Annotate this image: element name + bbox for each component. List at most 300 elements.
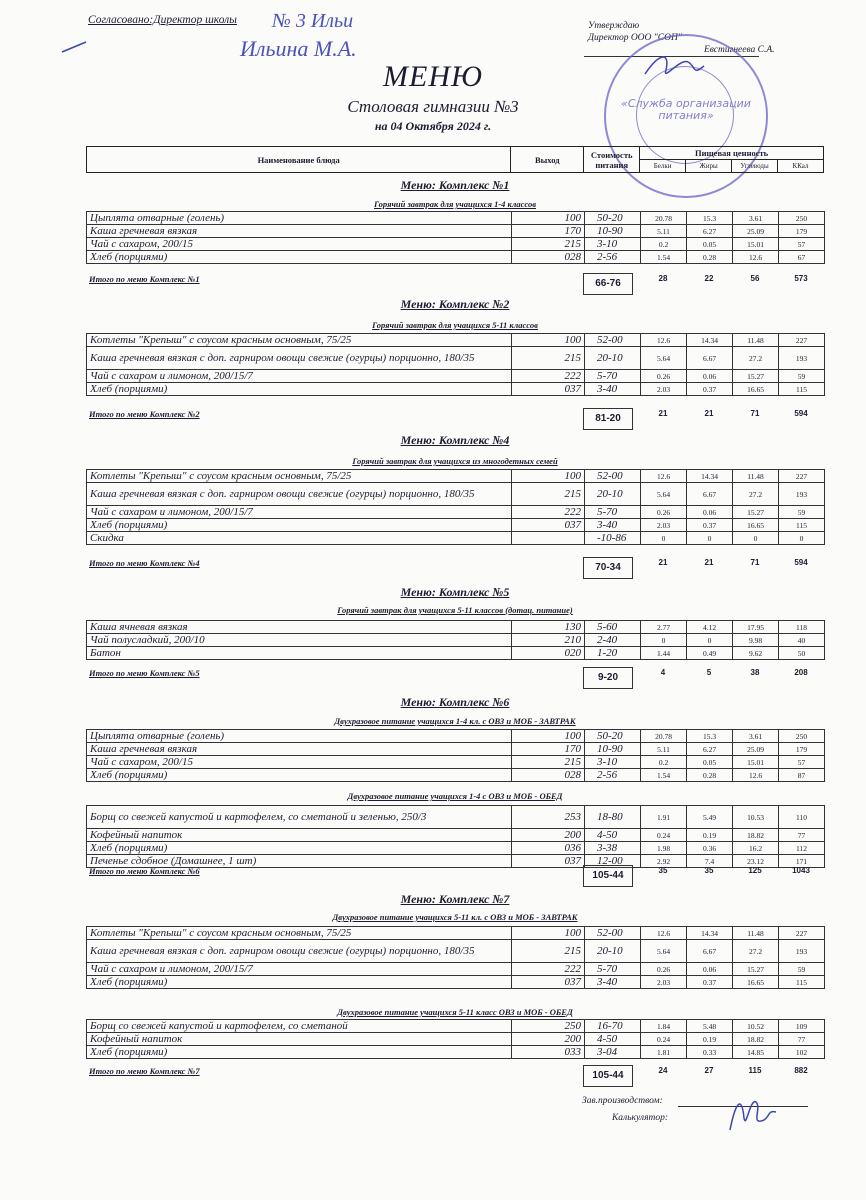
dish-kcal: 193: [779, 347, 825, 370]
dish-fat: 0.33: [687, 1046, 733, 1059]
dish-cost: 3-10: [585, 238, 641, 251]
col-carbs: Углеводы: [732, 160, 778, 173]
section-subtitle: Горячий завтрак для учащихся 5-11 классов (дотац. питание): [337, 605, 573, 615]
dish-fat: 0: [687, 634, 733, 647]
dish-cost: 4-50: [585, 1033, 641, 1046]
dish-carbs: 18.82: [733, 1033, 779, 1046]
table-row: [87, 1046, 825, 1059]
col-nutrition: Пищевая ценность: [640, 147, 824, 160]
dish-cost: 52-00: [585, 470, 641, 483]
table-row: [87, 1020, 825, 1033]
dish-name: Хлеб (порциями): [87, 251, 512, 264]
dish-fat: 0.05: [687, 238, 733, 251]
dish-carbs: 25.09: [733, 225, 779, 238]
column-header: [86, 146, 824, 173]
col-fat: Жиры: [686, 160, 732, 173]
total-cost: 81-20: [583, 408, 633, 430]
dish-carbs: 27.2: [733, 483, 779, 506]
menu-table: [86, 469, 825, 545]
dish-name: Печенье сдобное (Домашнее, 1 шт): [87, 855, 512, 868]
dish-carbs: 15.27: [733, 370, 779, 383]
dish-cost: 50-20: [585, 730, 641, 743]
total-u: 71: [750, 409, 760, 418]
dish-output: 036: [512, 842, 585, 855]
dish-protein: 0: [641, 634, 687, 647]
dish-name: Каша гречневая вязкая с доп. гарниром овощи свежие (огурцы) порционно, 180/35: [87, 940, 512, 963]
dish-fat: 0.28: [687, 251, 733, 264]
dish-cost: 52-00: [585, 334, 641, 347]
menu-table: [86, 926, 825, 989]
dish-carbs: 15.27: [733, 963, 779, 976]
dish-name: Хлеб (порциями): [87, 976, 512, 989]
total-label: Итого по меню Комплекс №6: [89, 866, 200, 876]
table-row: [87, 963, 825, 976]
dish-protein: 0.26: [641, 963, 687, 976]
dish-fat: 15.3: [687, 730, 733, 743]
dish-cost: 20-10: [585, 483, 641, 506]
dish-fat: 0: [687, 532, 733, 545]
dish-carbs: 3.61: [733, 730, 779, 743]
dish-output: 100: [512, 730, 585, 743]
handwritten-number: № 3 Ильи: [272, 10, 354, 32]
dish-fat: 0.05: [687, 756, 733, 769]
dish-output: 130: [512, 621, 585, 634]
dish-output: 215: [512, 756, 585, 769]
total-k: 573: [794, 274, 808, 283]
table-row: [87, 225, 825, 238]
dish-carbs: 0: [733, 532, 779, 545]
total-b: 24: [658, 1066, 668, 1075]
dish-name: Цыплята отварные (голень): [87, 730, 512, 743]
dish-name: Кофейный напиток: [87, 829, 512, 842]
table-row: [87, 238, 825, 251]
dish-output: 215: [512, 347, 585, 370]
dish-name: Цыплята отварные (голень): [87, 212, 512, 225]
dish-kcal: 57: [779, 238, 825, 251]
dish-protein: 0: [641, 532, 687, 545]
dish-kcal: 179: [779, 225, 825, 238]
dish-name: Борщ со свежей капустой и картофелем, со сметаной: [87, 1020, 512, 1033]
total-row: [86, 274, 824, 294]
total-cost: 105-44: [583, 1065, 633, 1087]
table-row: [87, 927, 825, 940]
dish-name: Хлеб (порциями): [87, 383, 512, 396]
table-row: [87, 519, 825, 532]
section-title: Меню: Комплекс №4: [400, 433, 510, 447]
dish-protein: 5.11: [641, 225, 687, 238]
production-label: Зав.производством:: [582, 1096, 663, 1106]
dish-name: Кофейный напиток: [87, 1033, 512, 1046]
dish-output: 200: [512, 829, 585, 842]
dish-output: [512, 532, 585, 545]
stamp-text: «Служба организации питания»: [621, 97, 751, 122]
total-row: [86, 668, 824, 688]
table-row: [87, 940, 825, 963]
dish-name: Чай с сахаром и лимоном, 200/15/7: [87, 963, 512, 976]
dish-carbs: 17.95: [733, 621, 779, 634]
dish-protein: 5.64: [641, 483, 687, 506]
calculator-label: Калькулятор:: [612, 1113, 669, 1123]
menu-table: [86, 620, 825, 660]
section-subtitle-2: Двухразовое питание учащихся 1-4 с ОВЗ и МОБ - ОБЕД: [347, 791, 563, 801]
dish-output: 210: [512, 634, 585, 647]
dish-fat: 0.19: [687, 829, 733, 842]
dish-carbs: 16.65: [733, 383, 779, 396]
dish-carbs: 16.65: [733, 976, 779, 989]
dish-protein: 20.78: [641, 212, 687, 225]
dish-carbs: 12.6: [733, 251, 779, 264]
total-row: [86, 409, 824, 429]
menu-table: [86, 333, 825, 396]
dish-protein: 12.6: [641, 470, 687, 483]
dish-output: 100: [512, 470, 585, 483]
dish-name: Хлеб (порциями): [87, 519, 512, 532]
table-row: [87, 621, 825, 634]
total-u: 125: [748, 866, 762, 875]
dish-carbs: 9.98: [733, 634, 779, 647]
total-u: 115: [748, 1066, 762, 1075]
dish-fat: 14.34: [687, 334, 733, 347]
dish-cost: 2-56: [585, 251, 641, 264]
dish-name: Чай с сахаром и лимоном, 200/15/7: [87, 506, 512, 519]
dish-kcal: 102: [779, 1046, 825, 1059]
dish-output: 215: [512, 238, 585, 251]
dish-kcal: 59: [779, 506, 825, 519]
dish-kcal: 179: [779, 743, 825, 756]
dish-protein: 0.26: [641, 506, 687, 519]
dish-protein: 5.11: [641, 743, 687, 756]
dish-cost: 3-40: [585, 976, 641, 989]
table-row: [87, 769, 825, 782]
dish-carbs: 15.01: [733, 756, 779, 769]
dish-cost: 10-90: [585, 225, 641, 238]
dish-fat: 0.49: [687, 647, 733, 660]
dish-output: 253: [512, 806, 585, 829]
dish-carbs: 16.65: [733, 519, 779, 532]
dish-protein: 5.64: [641, 347, 687, 370]
dish-carbs: 18.82: [733, 829, 779, 842]
dish-protein: 1.54: [641, 769, 687, 782]
table-row: [87, 976, 825, 989]
dish-name: Батон: [87, 647, 512, 660]
dish-kcal: 171: [779, 855, 825, 868]
menu-table: [86, 805, 825, 868]
dish-cost: 20-10: [585, 347, 641, 370]
menu-table: [86, 729, 825, 782]
approve-name: Евстигнеева С.А.: [704, 45, 775, 55]
dish-output: 028: [512, 251, 585, 264]
dish-carbs: 10.53: [733, 806, 779, 829]
dish-output: 222: [512, 506, 585, 519]
dish-kcal: 77: [779, 1033, 825, 1046]
total-cost: 9-20: [583, 667, 633, 689]
total-k: 208: [794, 668, 808, 677]
dish-name: Борщ со свежей капустой и картофелем, со сметаной и зеленью, 250/3: [87, 806, 512, 829]
dish-output: 100: [512, 212, 585, 225]
dish-carbs: 10.52: [733, 1020, 779, 1033]
dish-name: Каша гречневая вязкая с доп. гарниром овощи свежие (огурцы) порционно, 180/35: [87, 347, 512, 370]
total-b: 4: [660, 668, 666, 677]
dish-fat: 0.36: [687, 842, 733, 855]
dish-protein: 12.6: [641, 927, 687, 940]
dish-carbs: 14.85: [733, 1046, 779, 1059]
dish-carbs: 11.48: [733, 334, 779, 347]
col-kcal: ККал: [778, 160, 824, 173]
dish-kcal: 67: [779, 251, 825, 264]
dish-name: Котлеты "Крепыш" с соусом красным основным, 75/25: [87, 334, 512, 347]
dish-fat: 0.28: [687, 769, 733, 782]
dish-kcal: 227: [779, 334, 825, 347]
table-row: [87, 1033, 825, 1046]
dish-cost: 20-10: [585, 940, 641, 963]
menu-table: [86, 1019, 825, 1059]
section-subtitle: Горячий завтрак для учащихся 5-11 классов: [372, 320, 538, 330]
dish-protein: 1.81: [641, 1046, 687, 1059]
total-cost: 70-34: [583, 557, 633, 579]
dish-name: Чай с сахаром, 200/15: [87, 238, 512, 251]
dish-name: Чай с сахаром и лимоном, 200/15/7: [87, 370, 512, 383]
dish-name: Котлеты "Крепыш" с соусом красным основным, 75/25: [87, 927, 512, 940]
table-row: [87, 506, 825, 519]
dish-carbs: 23.12: [733, 855, 779, 868]
dish-fat: 6.67: [687, 483, 733, 506]
dish-fat: 14.34: [687, 927, 733, 940]
total-label: Итого по меню Комплекс №7: [89, 1066, 200, 1076]
dish-fat: 0.06: [687, 506, 733, 519]
dish-cost: 4-50: [585, 829, 641, 842]
dish-cost: 2-40: [585, 634, 641, 647]
total-f: 21: [704, 409, 714, 418]
section-subtitle: Двухразовое питание учащихся 1-4 кл. с ОВЗ и МОБ - ЗАВТРАК: [334, 716, 576, 726]
dish-protein: 0.26: [641, 370, 687, 383]
dish-output: 170: [512, 225, 585, 238]
total-row: [86, 558, 824, 578]
total-b: 21: [658, 409, 668, 418]
dish-name: Хлеб (порциями): [87, 769, 512, 782]
dish-protein: 2.77: [641, 621, 687, 634]
dish-name: Котлеты "Крепыш" с соусом красным основным, 75/25: [87, 470, 512, 483]
section-title: Меню: Комплекс №6: [400, 695, 510, 709]
dish-carbs: 16.2: [733, 842, 779, 855]
dish-cost: 5-70: [585, 370, 641, 383]
dish-cost: 10-90: [585, 743, 641, 756]
dish-name: Каша ячневая вязкая: [87, 621, 512, 634]
col-cost: Стоимость питания: [584, 147, 640, 173]
dish-output: 170: [512, 743, 585, 756]
dish-kcal: 40: [779, 634, 825, 647]
dish-kcal: 193: [779, 940, 825, 963]
dish-cost: -10-86: [585, 532, 641, 545]
dish-protein: 0.2: [641, 238, 687, 251]
dish-kcal: 59: [779, 963, 825, 976]
dish-fat: 6.67: [687, 940, 733, 963]
dish-cost: 16-70: [585, 1020, 641, 1033]
section-subtitle: Двухразовое питание учащихся 5-11 кл. с ОВЗ и МОБ - ЗАВТРАК: [332, 912, 578, 922]
table-row: [87, 470, 825, 483]
dish-cost: 5-70: [585, 963, 641, 976]
total-label: Итого по меню Комплекс №1: [89, 274, 200, 284]
dish-output: 215: [512, 940, 585, 963]
dish-protein: 1.98: [641, 842, 687, 855]
total-f: 27: [704, 1066, 714, 1075]
dish-protein: 0.2: [641, 756, 687, 769]
dish-output: 250: [512, 1020, 585, 1033]
dish-protein: 1.44: [641, 647, 687, 660]
approve-position: Директор ООО "СОП": [588, 33, 682, 43]
total-label: Итого по меню Комплекс №5: [89, 668, 200, 678]
dish-output: 100: [512, 334, 585, 347]
dish-protein: 0.24: [641, 829, 687, 842]
footer-signature: [720, 1090, 780, 1136]
total-f: 21: [704, 558, 714, 567]
menu-date: на 04 Октября 2024 г.: [374, 119, 492, 133]
dish-carbs: 15.27: [733, 506, 779, 519]
table-row: [87, 647, 825, 660]
dish-protein: 2.03: [641, 383, 687, 396]
table-row: [87, 730, 825, 743]
dish-kcal: 250: [779, 730, 825, 743]
dish-protein: 2.92: [641, 855, 687, 868]
section-subtitle: Горячий завтрак для учащихся из многодетных семей: [352, 456, 558, 466]
dish-protein: 2.03: [641, 976, 687, 989]
dish-kcal: 118: [779, 621, 825, 634]
total-row: [86, 1066, 824, 1086]
dish-name: Хлеб (порциями): [87, 842, 512, 855]
dish-name: Каша гречневая вязкая: [87, 225, 512, 238]
table-row: [87, 251, 825, 264]
dish-cost: 18-80: [585, 806, 641, 829]
dish-kcal: 115: [779, 383, 825, 396]
section-title: Меню: Комплекс №1: [400, 178, 510, 192]
page-subtitle: Столовая гимназии №3: [347, 97, 519, 116]
dish-protein: 1.91: [641, 806, 687, 829]
menu-table: [86, 211, 825, 264]
section-title: Меню: Комплекс №7: [400, 892, 510, 906]
dish-name: Чай с сахаром, 200/15: [87, 756, 512, 769]
table-row: [87, 212, 825, 225]
dish-output: 037: [512, 383, 585, 396]
total-cost: 105-44: [583, 865, 633, 887]
dish-output: 028: [512, 769, 585, 782]
table-row: [87, 806, 825, 829]
dish-kcal: 115: [779, 519, 825, 532]
total-b: 35: [658, 866, 668, 875]
table-row: [87, 634, 825, 647]
dish-cost: 50-20: [585, 212, 641, 225]
dish-carbs: 12.6: [733, 769, 779, 782]
dish-protein: 5.64: [641, 940, 687, 963]
dish-protein: 20.78: [641, 730, 687, 743]
dish-kcal: 59: [779, 370, 825, 383]
dish-fat: 6.27: [687, 743, 733, 756]
table-row: [87, 756, 825, 769]
dish-cost: 5-60: [585, 621, 641, 634]
dish-output: 200: [512, 1033, 585, 1046]
table-row: [87, 347, 825, 370]
dish-kcal: 227: [779, 927, 825, 940]
dish-kcal: 57: [779, 756, 825, 769]
handwritten-name: Ильина М.А.: [240, 36, 357, 61]
dish-kcal: 109: [779, 1020, 825, 1033]
dish-fat: 7.4: [687, 855, 733, 868]
total-label: Итого по меню Комплекс №4: [89, 558, 200, 568]
dish-protein: 12.6: [641, 334, 687, 347]
total-b: 28: [658, 274, 668, 283]
table-row: [87, 842, 825, 855]
dish-kcal: 87: [779, 769, 825, 782]
table-row: [87, 483, 825, 506]
dish-kcal: 0: [779, 532, 825, 545]
dish-fat: 4.12: [687, 621, 733, 634]
dish-cost: 3-38: [585, 842, 641, 855]
dish-output: 100: [512, 927, 585, 940]
dish-protein: 2.03: [641, 519, 687, 532]
dish-name: Каша гречневая вязкая с доп. гарниром овощи свежие (огурцы) порционно, 180/35: [87, 483, 512, 506]
col-name: Наименование блюда: [87, 147, 511, 173]
dish-kcal: 112: [779, 842, 825, 855]
dish-carbs: 25.09: [733, 743, 779, 756]
dish-fat: 0.37: [687, 519, 733, 532]
total-k: 594: [794, 558, 808, 567]
dish-fat: 0.06: [687, 370, 733, 383]
dish-output: 222: [512, 963, 585, 976]
dish-cost: 3-04: [585, 1046, 641, 1059]
dish-kcal: 77: [779, 829, 825, 842]
dish-output: 037: [512, 855, 585, 868]
total-k: 594: [794, 409, 808, 418]
total-f: 22: [704, 274, 714, 283]
col-output: Выход: [511, 147, 584, 173]
table-row: [87, 829, 825, 842]
total-u: 38: [750, 668, 760, 677]
dish-carbs: 15.01: [733, 238, 779, 251]
total-f: 35: [704, 866, 714, 875]
dish-protein: 1.84: [641, 1020, 687, 1033]
dish-fat: 0.37: [687, 976, 733, 989]
dish-protein: 0.24: [641, 1033, 687, 1046]
dish-cost: 1-20: [585, 647, 641, 660]
dish-fat: 14.34: [687, 470, 733, 483]
approve-title: Утверждаю: [588, 21, 640, 31]
table-row: [87, 334, 825, 347]
table-row: [87, 532, 825, 545]
dish-output: 020: [512, 647, 585, 660]
dish-cost: 3-40: [585, 519, 641, 532]
section-subtitle-2: Двухразовое питание учащихся 5-11 класс ОВЗ и МОБ - ОБЕД: [337, 1007, 573, 1017]
dish-name: Каша гречневая вязкая: [87, 743, 512, 756]
dish-cost: 5-70: [585, 506, 641, 519]
dish-protein: 1.54: [641, 251, 687, 264]
total-u: 56: [750, 274, 760, 283]
dish-carbs: 27.2: [733, 347, 779, 370]
section-title: Меню: Комплекс №5: [400, 585, 510, 599]
table-row: [87, 383, 825, 396]
dish-output: 037: [512, 519, 585, 532]
dish-fat: 15.3: [687, 212, 733, 225]
dish-cost: 3-10: [585, 756, 641, 769]
dish-fat: 0.19: [687, 1033, 733, 1046]
dish-fat: 0.06: [687, 963, 733, 976]
section-subtitle: Горячий завтрак для учащихся 1-4 классов: [373, 199, 537, 209]
dish-kcal: 193: [779, 483, 825, 506]
dish-cost: 52-00: [585, 927, 641, 940]
dish-output: 037: [512, 976, 585, 989]
dish-fat: 5.48: [687, 1020, 733, 1033]
dish-fat: 0.37: [687, 383, 733, 396]
total-k: 882: [794, 1066, 808, 1075]
dish-fat: 5.49: [687, 806, 733, 829]
page-title: МЕНЮ: [383, 60, 483, 93]
